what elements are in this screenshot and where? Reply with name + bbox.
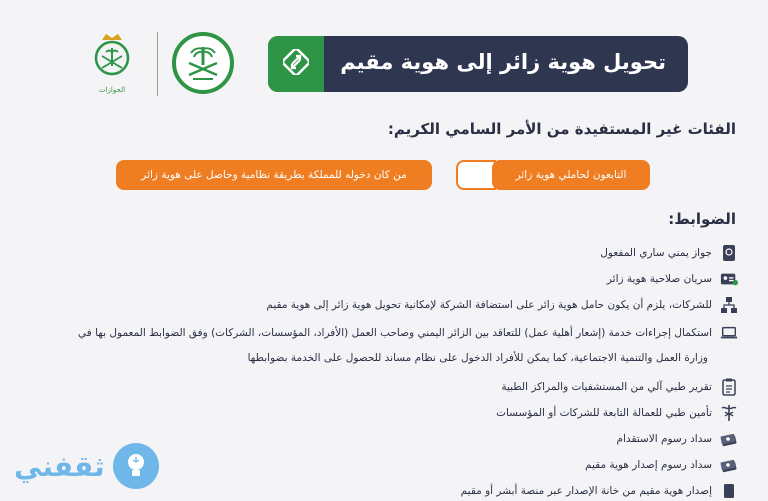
excluded-heading: الفئات غير المستفيدة من الأمر السامي الكريم: — [387, 120, 736, 138]
control-text: إصدار هوية مقيم من خانة الإصدار عبر منصة أبشر أو مقيم — [460, 485, 712, 497]
page-title: تحويل هوية زائر إلى هوية مقيم — [340, 50, 666, 74]
control-row — [266, 296, 738, 314]
excluded-item-legal-entry: من كان دخوله للمملكة بطريقة نظامية وحاصل على هوية زائر — [116, 160, 432, 190]
control-text: للشركات، يلزم أن يكون حامل هوية زائر على استضافة الشركة لإمكانية تحويل هوية زائر إلى هوية مقيم — [266, 299, 712, 311]
control-row — [617, 430, 738, 448]
money-icon — [720, 430, 738, 448]
control-text: سداد رسوم الاستقدام — [616, 433, 712, 445]
pill-toggle-bg — [456, 160, 496, 190]
control-row — [501, 378, 738, 396]
id-card-icon — [720, 270, 738, 288]
site-watermark — [14, 438, 194, 494]
laptop-icon — [720, 324, 738, 342]
control-row — [585, 456, 738, 474]
passports-logo — [80, 28, 144, 100]
money-icon — [720, 456, 738, 474]
clipboard-icon — [720, 378, 738, 396]
control-row — [461, 482, 738, 500]
org-chart-icon — [720, 296, 738, 314]
control-row — [607, 270, 738, 288]
ministry-emblem-logo — [172, 32, 234, 94]
controls-heading: الضوابط: — [668, 210, 736, 228]
control-text: جواز يمني ساري المفعول — [600, 247, 712, 259]
control-row — [496, 404, 738, 422]
control-text: سداد رسوم إصدار هوية مقيم — [585, 459, 712, 471]
passport-icon — [720, 244, 738, 262]
excluded-item-dependents: التابعون لحاملي هوية زائر — [492, 160, 650, 190]
header-banner — [268, 36, 688, 92]
mobile-app-icon — [720, 482, 738, 500]
logo-divider — [157, 32, 158, 96]
control-text: تأمين طبي للعمالة التابعة للشركات أو المؤسسات — [496, 407, 712, 419]
control-text: استكمال إجراءات خدمة (إشعار أهلية عمل) للتعاقد بين الزائر اليمني وصاحب العمل (الأفراد، المؤسسات، الشركات) وفق الضوابط المعمول بها في — [77, 327, 712, 339]
passports-label: الجوازات — [98, 86, 126, 94]
watermark-text: ثقفني — [14, 449, 105, 483]
control-row — [78, 324, 738, 342]
palm-swords-icon — [181, 41, 225, 85]
control-row — [600, 244, 738, 262]
control-text: تقرير طبي آلي من المستشفيات والمراكز الطبية — [501, 381, 712, 393]
control-text-continued: وزارة العمل والتنمية الاجتماعية، كما يمكن للأفراد الدخول على نظام مساند للحصول على الخدمة بضوابطها — [247, 352, 708, 364]
banner-icon-box — [268, 36, 324, 92]
transfer-arrows-icon — [283, 49, 309, 79]
lightbulb-icon — [113, 443, 159, 489]
crown-emblem-icon — [84, 28, 140, 84]
caduceus-icon — [720, 404, 738, 422]
control-text: سريان صلاحية هوية زائر — [606, 273, 712, 285]
